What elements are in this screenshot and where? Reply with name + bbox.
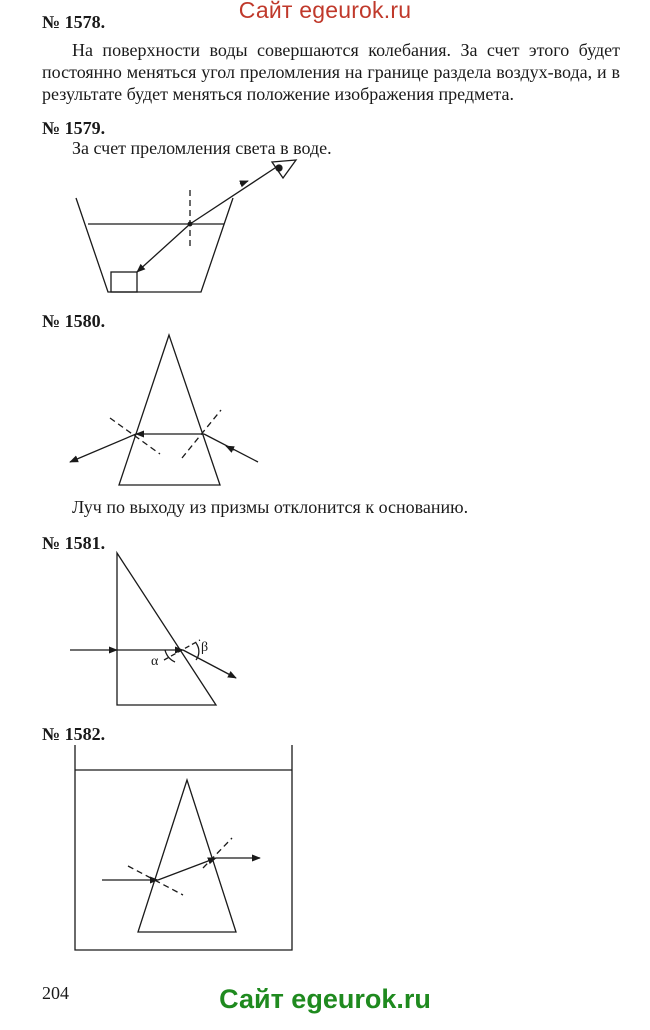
angle-beta-label: β	[201, 640, 209, 655]
eye-pupil	[276, 165, 282, 171]
incident-ray-arrow	[226, 446, 234, 450]
problem-text-1578: На поверхности воды совершаются колебания. За счет этого будет постоянно меняться угол преломления на границе раздела воздух-вода, и в результате будет меняться положение изображения предмета.	[42, 40, 620, 104]
figure-1582-prism-in-vessel-diagram	[75, 745, 292, 950]
refraction-point	[188, 222, 192, 226]
prism-outline	[138, 780, 236, 932]
problem-number-1582: № 1582.	[42, 724, 106, 744]
vessel-walls	[76, 198, 233, 292]
site-watermark-bottom: Сайт egeurok.ru	[219, 984, 431, 1014]
problem-text-1580: Луч по выходу из призмы отклонится к основанию.	[72, 497, 469, 517]
prism-outline	[117, 553, 216, 705]
angle-alpha-arc	[165, 650, 175, 662]
figure-1581-prism-diagram	[70, 553, 236, 705]
refracted-ray	[137, 224, 190, 272]
figure-1580-prism-diagram	[70, 335, 258, 485]
incident-ray	[190, 166, 278, 224]
emergent-ray	[70, 434, 136, 462]
problem-number-1579: № 1579.	[42, 118, 106, 138]
site-watermark-top: Сайт egeurok.ru	[238, 0, 412, 23]
ray-inside-prism	[158, 858, 216, 880]
submerged-object	[111, 272, 137, 292]
normal-left	[110, 418, 160, 454]
vessel-walls	[75, 745, 292, 950]
incident-ray-arrow	[240, 181, 248, 184]
angle-alpha-label: α	[151, 654, 159, 669]
emergent-ray	[183, 650, 236, 678]
problem-text-1579: За счет преломления света в воде.	[72, 138, 332, 158]
figure-1579-vessel-diagram	[76, 160, 296, 292]
problem-number-1580: № 1580.	[42, 311, 106, 331]
prism-outline	[119, 335, 220, 485]
problem-number-1578: № 1578.	[42, 12, 106, 32]
problem-number-1581: № 1581.	[42, 533, 106, 553]
page-number: 204	[42, 983, 69, 1003]
